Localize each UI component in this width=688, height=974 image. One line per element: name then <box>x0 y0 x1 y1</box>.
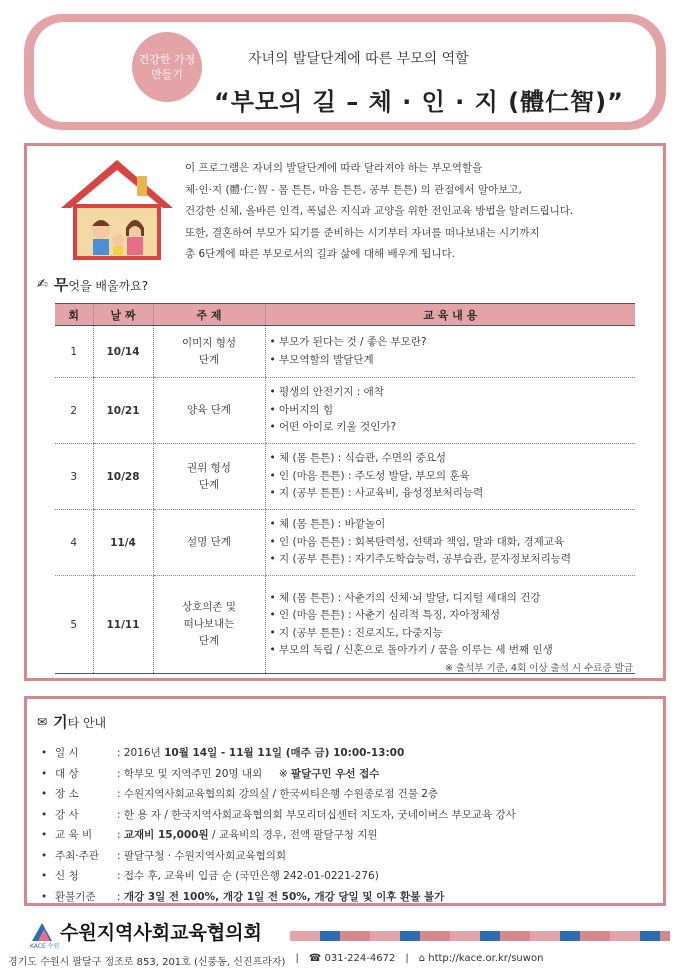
attendance-note: ※ 출석부 기준, 4회 이상 출석 시 수료증 발급 <box>444 663 633 674</box>
info-box <box>24 696 666 906</box>
kace-logo-icon <box>30 921 54 943</box>
intro-line: 건강한 신체, 올바른 인격, 폭넓은 지식과 교양을 위한 전인교육 방법을 알려드립니다. <box>185 205 574 217</box>
info-value: : <box>117 890 124 903</box>
footer-phone <box>309 953 396 968</box>
bullet-icon: • <box>41 870 48 882</box>
badge-line1: 건강한 가정 <box>138 53 196 66</box>
row-topic: 권위 형성 단계 <box>153 444 265 510</box>
row-content <box>265 510 635 576</box>
info-label: 대 상 <box>55 767 79 780</box>
info-value-bold: 교재비 15,000원 <box>123 829 209 841</box>
info-label: 교 육 비 <box>55 829 93 841</box>
info-item <box>41 846 516 867</box>
content-line: • 부모의 독립 / 신혼으로 돌아가기 / 꿈을 이루는 세 번째 인생 <box>269 644 553 656</box>
content-line: • 체 (몸 튼튼) : 바깥놀이 <box>269 518 386 531</box>
info-item <box>41 805 516 826</box>
info-value: : 수원지역사회교육협의회 강의실 / 한국씨티은행 수원종로점 건물 2층 <box>117 788 439 800</box>
info-value: : <box>117 829 124 841</box>
header-banner <box>24 14 666 130</box>
info-value: : 학부모 및 지역주민 20명 내외 ※ <box>117 767 291 780</box>
row-number: 4 <box>55 510 93 576</box>
info-value-bold: 10월 14일 - 11월 11일 (매주 금) 10:00-13:00 <box>164 747 405 759</box>
bullet-icon: • <box>41 747 48 759</box>
row-content <box>265 576 635 674</box>
row-date: 11/4 <box>93 510 153 576</box>
row-number: 5 <box>55 576 93 674</box>
info-value: : 2016년 <box>117 747 165 759</box>
table-row <box>55 326 635 378</box>
footer-stripe <box>290 931 670 941</box>
content-line: • 부모가 된다는 것 / 좋은 부모란? <box>269 336 427 348</box>
content-line: • 지 (공부 튼튼) : 진로지도, 다중지능 <box>269 626 443 639</box>
bullet-icon: • <box>41 890 48 903</box>
phone-number: 031-224-4672 <box>324 953 396 964</box>
table-row <box>55 510 635 576</box>
learn-heading <box>37 274 148 295</box>
content-line: • 체 (몸 튼튼) : 식습관, 수면의 중요성 <box>269 452 446 465</box>
org-logo <box>30 918 262 945</box>
info-value-bold: 팔달구민 우선 접수 <box>290 767 380 780</box>
writing-hand-icon: ✍ <box>37 277 48 292</box>
other-heading <box>37 711 106 732</box>
schedule-table <box>55 303 635 674</box>
content-line: • 평생의 안전기지 : 애착 <box>269 386 384 399</box>
info-value: : 한 용 자 / 한국지역사회교육협의회 부모리더십센터 지도자, 굿네이버스 부모교육 강사 <box>117 808 516 821</box>
row-date: 11/11 <box>93 576 153 674</box>
row-content <box>265 378 635 444</box>
row-topic: 양육 단계 <box>153 378 265 444</box>
content-line: • 부모역할의 발달단계 <box>269 353 374 366</box>
info-label: 장 소 <box>55 788 79 800</box>
header-subtitle: 자녀의 발달단계에 따른 부모의 역할 <box>248 51 469 67</box>
program-badge <box>132 32 202 102</box>
phone-icon: ☎ <box>308 953 322 964</box>
content-line: • 아버지의 힘 <box>269 403 334 416</box>
info-list <box>41 743 516 907</box>
info-value: : 접수 후, 교육비 입금 순 (국민은행 242-01-0221-276) <box>117 870 379 882</box>
info-item <box>41 887 516 908</box>
content-line: • 체 (몸 튼튼) : 사춘기의 신체·뇌 발달, 디지털 세대의 건강 <box>269 591 541 604</box>
table-row <box>55 378 635 444</box>
row-topic: 상호의존 및 떠나보내는 단계 <box>153 576 265 674</box>
content-line: • 인 (마음 튼튼) : 회복탄력성, 선택과 책임, 말과 대화, 경제교육 <box>269 535 565 548</box>
intro-text <box>185 158 573 266</box>
bullet-icon: • <box>41 767 48 780</box>
content-line: • 인 (마음 튼튼) : 사춘기 심리적 특징, 자아정체성 <box>269 609 501 621</box>
row-number: 2 <box>55 378 93 444</box>
intro-line: 또한, 결혼하여 부모가 되기를 준비하는 시기부터 자녀를 떠나보내는 시기까지 <box>185 226 540 239</box>
row-number: 1 <box>55 326 93 378</box>
info-item <box>41 764 516 785</box>
program-box <box>24 143 666 681</box>
table-header-row <box>55 304 635 326</box>
learn-heading-first: 무 <box>53 276 69 294</box>
bullet-icon: • <box>41 849 48 862</box>
row-date: 10/28 <box>93 444 153 510</box>
info-value: : 팔달구청 · 수원지역사회교육협의회 <box>117 849 287 862</box>
kace-label: KACE 수원 <box>30 943 60 950</box>
info-label: 신 청 <box>55 870 79 882</box>
other-heading-first: 기 <box>53 713 68 731</box>
row-topic: 이미지 형성 단계 <box>153 326 265 378</box>
org-name: 수원지역사회교육협의회 <box>60 922 262 944</box>
content-line: • 지 (공부 튼튼) : 자기주도학습능력, 공부습관, 문자정보처리능력 <box>269 553 572 566</box>
col-header-no: 회 <box>55 304 93 326</box>
row-content <box>265 444 635 510</box>
intro-line: 이 프로그램은 자녀의 발달단계에 따라 달라져야 하는 부모역할을 <box>185 162 483 174</box>
info-label: 환불기준 <box>55 890 96 903</box>
info-item <box>41 743 516 764</box>
info-item <box>41 825 516 846</box>
info-label: 강 사 <box>55 808 79 821</box>
footer-url[interactable] <box>419 953 544 968</box>
table-row <box>55 576 635 674</box>
envelope-icon: ✉ <box>37 714 48 729</box>
row-topic: 설명 단계 <box>153 510 265 576</box>
learn-heading-rest: 엇을 배울까요? <box>68 279 149 293</box>
content-line: • 지 (공부 튼튼) : 사교육비, 융성정보처리능력 <box>269 487 484 500</box>
content-line: • 어떤 아이로 키울 것인가? <box>269 421 397 434</box>
other-heading-rest: 타 안내 <box>67 716 107 730</box>
footer-divider: | <box>405 953 409 964</box>
bullet-icon: • <box>41 829 48 841</box>
info-item <box>41 866 516 887</box>
bullet-icon: • <box>41 788 48 800</box>
row-date: 10/14 <box>93 326 153 378</box>
col-header-date: 날 짜 <box>93 304 153 326</box>
row-number: 3 <box>55 444 93 510</box>
footer-address: 경기도 수원시 팔달구 정조로 853, 201호 (신풍동, 신진프라자) <box>8 957 286 968</box>
house-family-icon <box>57 156 177 266</box>
bullet-icon: • <box>41 808 48 821</box>
home-icon: ⌂ <box>418 953 426 964</box>
footer-divider: | <box>295 953 299 964</box>
table-row <box>55 444 635 510</box>
row-content <box>265 326 635 378</box>
header-title: “부모의 길 – 체 · 인 · 지 (體仁智)” <box>214 88 624 116</box>
info-value-after: / 교육비의 경우, 전액 팔달구청 지원 <box>208 829 378 841</box>
info-value-bold: 개강 3일 전 100%, 개강 1일 전 50%, 개강 당일 및 이후 환불 불가 <box>123 890 445 903</box>
info-item <box>41 784 516 805</box>
info-label: 주최·주관 <box>55 849 99 862</box>
info-label: 일 시 <box>55 747 79 759</box>
footer-info <box>8 953 543 968</box>
row-date: 10/21 <box>93 378 153 444</box>
badge-line2: 만들기 <box>151 68 183 81</box>
intro-line: 총 6단계에 따른 부모로서의 길과 삶에 대해 배우게 됩니다. <box>185 248 456 260</box>
content-line: • 인 (마음 튼튼) : 주도성 발달, 부모의 훈육 <box>269 469 470 482</box>
col-header-content: 교 육 내 용 <box>265 304 635 326</box>
header-inner <box>34 22 656 122</box>
col-header-topic: 주 제 <box>153 304 265 326</box>
url-text: http://kace.or.kr/suwon <box>428 953 544 964</box>
intro-line: 체·인·지 (體·仁·智 - 몸 튼튼, 마음 튼튼, 공부 튼튼) 의 관점에서 알아보고, <box>185 183 522 196</box>
